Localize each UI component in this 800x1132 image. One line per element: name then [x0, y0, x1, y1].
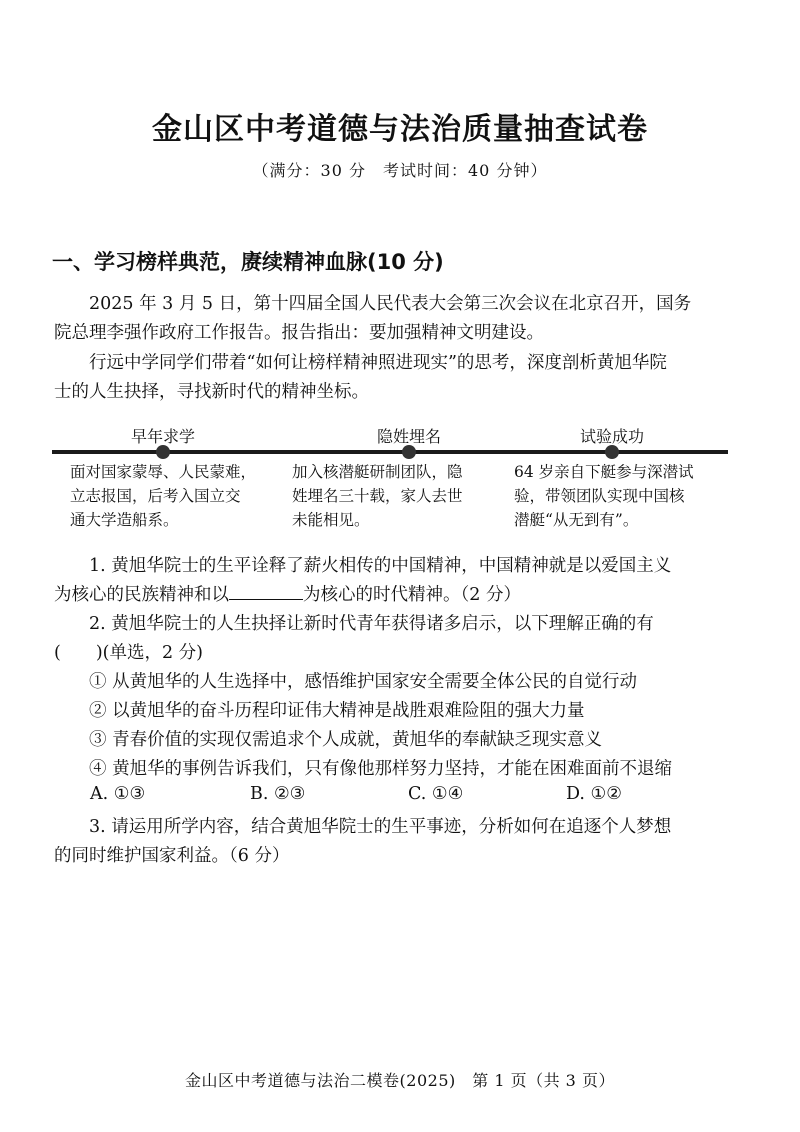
intro-paragraph — [54, 290, 754, 348]
timeline-line — [52, 450, 728, 454]
question-1-line: 1. 黄旭华院士的生平诠释了薪火相传的中国精神，中国精神就是以爱国主义 — [89, 556, 672, 576]
timeline-desc-line: 64 岁亲自下艇参与深潜试 — [514, 463, 694, 481]
question-1-text: 为核心的时代精神。（2 分） — [303, 585, 521, 605]
exam-info: （满分：30 分 考试时间：40 分钟） — [252, 161, 548, 180]
question-2-line: 2. 黄旭华院士的人生抉择让新时代青年获得诸多启示，以下理解正确的有 — [89, 614, 654, 634]
page-title: 金山区中考道德与法治质量抽查试卷 — [152, 112, 648, 147]
choice-d[interactable]: D. ①② — [566, 784, 622, 804]
choice-b[interactable]: B. ②③ — [250, 784, 306, 804]
intro-line: 2025 年 3 月 5 日，第十四届全国人民代表大会第三次会议在北京召开，国务 — [89, 294, 692, 314]
timeline-desc-line: 潜艇“从无到有”。 — [514, 511, 639, 529]
timeline-dot — [402, 445, 416, 459]
timeline-label: 早年求学 — [130, 427, 195, 446]
question-2 — [54, 610, 754, 784]
question-3-line: 3. 请运用所学内容，结合黄旭华院士的生平事迹，分析如何在追逐个人梦想 — [89, 817, 672, 837]
question-2-line: ( )(单选，2 分) — [54, 643, 204, 663]
option-item: ③ 青春价值的实现仅需追求个人成就，黄旭华的奉献缺乏现实意义 — [89, 730, 603, 750]
choice-c[interactable]: C. ①④ — [408, 784, 464, 804]
timeline-desc-line: 未能相见。 — [292, 511, 370, 529]
context-line: 士的人生抉择，寻找新时代的精神坐标。 — [54, 382, 369, 402]
question-3-line: 的同时维护国家利益。（6 分） — [54, 846, 290, 866]
timeline-desc — [292, 460, 463, 532]
timeline-desc — [514, 460, 694, 532]
section-heading: 一、学习榜样典范，赓续精神血脉(10 分) — [52, 250, 444, 274]
option-item: ② 以黄旭华的奋斗历程印证伟大精神是战胜艰难险阻的强大力量 — [89, 701, 585, 721]
question-3 — [54, 813, 754, 871]
timeline-desc-line: 加入核潜艇研制团队，隐 — [292, 463, 463, 481]
timeline-desc-line: 验，带领团队实现中国核 — [514, 487, 685, 505]
timeline-desc-line: 通大学造船系。 — [70, 511, 179, 529]
timeline-desc-line: 立志报国，后考入国立交 — [70, 487, 241, 505]
context-paragraph — [54, 349, 754, 407]
timeline-label: 试验成功 — [579, 427, 644, 446]
timeline — [52, 420, 728, 530]
timeline-desc-line: 面对国家蒙辱、人民蒙难， — [70, 463, 257, 481]
page-footer: 金山区中考道德与法治二模卷(2025) 第 1 页（共 3 页） — [185, 1071, 615, 1090]
timeline-desc-line: 姓埋名三十载，家人去世 — [292, 487, 463, 505]
timeline-dot — [156, 445, 170, 459]
intro-line: 院总理李强作政府工作报告。报告指出：要加强精神文明建设。 — [54, 323, 544, 343]
timeline-desc — [70, 460, 256, 532]
option-item: ④ 黄旭华的事例告诉我们，只有像他那样努力坚持，才能在困难面前不退缩 — [89, 759, 673, 779]
timeline-dot — [605, 445, 619, 459]
answer-blank[interactable] — [229, 581, 303, 600]
question-1-text: 为核心的民族精神和以 — [54, 585, 229, 605]
option-item: ① 从黄旭华的人生选择中，感悟维护国家安全需要全体公民的自觉行动 — [89, 672, 638, 692]
timeline-label: 隐姓埋名 — [376, 427, 441, 446]
question-1-line — [54, 581, 754, 610]
choice-a[interactable]: A. ①③ — [90, 784, 146, 804]
context-line: 行远中学同学们带着“如何让榜样精神照进现实”的思考，深度剖析黄旭华院 — [89, 353, 667, 373]
question-1 — [54, 552, 754, 610]
